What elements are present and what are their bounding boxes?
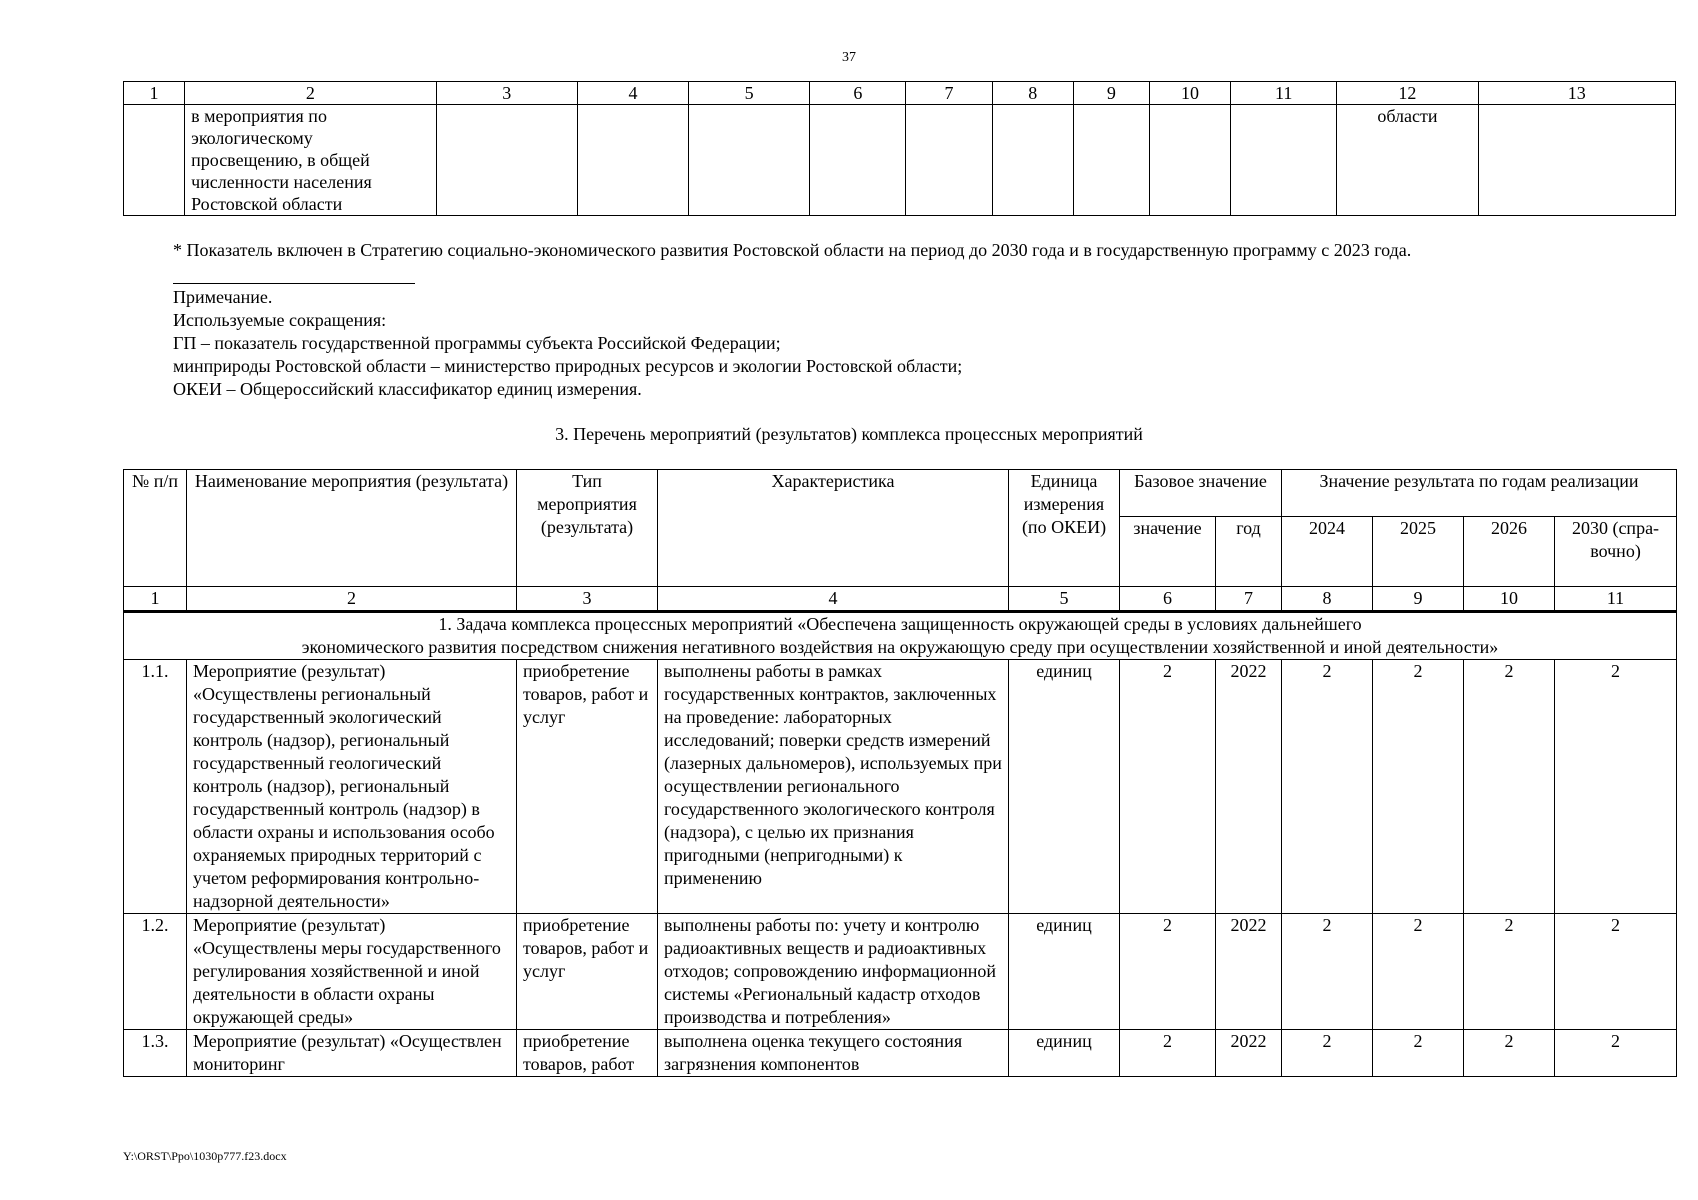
task-row xyxy=(124,612,1677,660)
page-number: 37 xyxy=(842,50,856,65)
row-type: приобретение товаров, работ xyxy=(517,1030,658,1077)
header-year: 2025 xyxy=(1373,517,1464,587)
row-characteristic: выполнены работы по: учету и контролю радиоактивных веществ и радиоактивных отходов; сопровождению информационной системы «Региональный кадастр отходов производства и потребления» xyxy=(658,914,1009,1030)
task-title-line: экономического развития посредством снижения негативного воздействия на окружающую среду при осуществлении хозяйственной и иной деятельности» xyxy=(301,637,1499,657)
row-characteristic: выполнена оценка текущего состояния загрязнения компонентов xyxy=(658,1030,1009,1077)
row-name: Мероприятие (результат) «Осуществлены региональный государственный экологический контроль (надзор), региональный государственный геологический контроль (надзор), региональный государственный контроль (надзор) в области охраны и использования особо охраняемых природных территорий с учетом реформирования контрольно-надзорной деятельности» xyxy=(187,660,517,914)
row-number-cell xyxy=(124,105,185,216)
col-number: 7 xyxy=(1216,587,1282,612)
col-number: 8 xyxy=(1282,587,1373,612)
col-number: 6 xyxy=(1120,587,1216,612)
indicator-name-line: численности населения xyxy=(191,172,372,192)
row-num: 1.3. xyxy=(124,1030,187,1077)
header-base-value: значение xyxy=(1120,517,1216,587)
table-column-numbers-row xyxy=(124,587,1677,612)
empty-cell xyxy=(810,105,906,216)
col-number: 11 xyxy=(1231,82,1337,105)
col-number: 3 xyxy=(517,587,658,612)
empty-cell xyxy=(1073,105,1149,216)
table-row xyxy=(124,1030,1677,1077)
row-base-year: 2022 xyxy=(1216,660,1282,914)
task-title-line: 1. Задача комплекса процессных мероприятий «Обеспечена защищенность окружающей среды в условиях дальнейшего xyxy=(438,614,1362,634)
col-number: 10 xyxy=(1464,587,1555,612)
col-number: 7 xyxy=(906,82,992,105)
row-value-2030: 2 xyxy=(1555,1030,1677,1077)
header-num: № п/п xyxy=(124,470,187,587)
row-base-year: 2022 xyxy=(1216,1030,1282,1077)
row-type: приобретение товаров, работ и услуг xyxy=(517,660,658,914)
row-value-2025: 2 xyxy=(1373,914,1464,1030)
row-value-2030: 2 xyxy=(1555,660,1677,914)
empty-cell xyxy=(906,105,992,216)
row-value-2026: 2 xyxy=(1464,660,1555,914)
empty-cell xyxy=(689,105,810,216)
footnote: * Показатель включен в Стратегию социально-экономического развития Ростовской области на период до 2030 года и в государственную программу с 2023 года. xyxy=(173,240,1412,260)
row-base-value: 2 xyxy=(1120,660,1216,914)
empty-cell xyxy=(1231,105,1337,216)
col-number: 4 xyxy=(577,82,688,105)
table-column-numbers-row xyxy=(124,82,1676,105)
col-number: 9 xyxy=(1373,587,1464,612)
row-name: Мероприятие (результат) «Осуществлен мониторинг xyxy=(187,1030,517,1077)
header-year: 2030 (спра-вочно) xyxy=(1555,517,1677,587)
row-base-value: 2 xyxy=(1120,914,1216,1030)
header-unit: Единица измерения (по ОКЕИ) xyxy=(1009,470,1120,587)
empty-cell xyxy=(1149,105,1230,216)
responsible-cell: области xyxy=(1337,105,1478,216)
notes-item: ОКЕИ – Общероссийский классификатор единиц измерения. xyxy=(173,379,642,399)
row-value-2024: 2 xyxy=(1282,1030,1373,1077)
indicator-name-line: в мероприятия по xyxy=(191,106,327,126)
row-num: 1.2. xyxy=(124,914,187,1030)
col-number: 13 xyxy=(1478,82,1675,105)
col-number: 2 xyxy=(187,587,517,612)
header-base-year: год xyxy=(1216,517,1282,587)
table-row xyxy=(124,914,1677,1030)
col-number: 10 xyxy=(1149,82,1230,105)
header-year: 2024 xyxy=(1282,517,1373,587)
col-number: 5 xyxy=(1009,587,1120,612)
header-characteristic: Характеристика xyxy=(658,470,1009,587)
col-number: 1 xyxy=(124,587,187,612)
row-base-value: 2 xyxy=(1120,1030,1216,1077)
header-type: Тип мероприятия (результата) xyxy=(517,470,658,587)
footer-file-path: Y:\ORST\Ppo\1030p777.f23.docx xyxy=(123,1149,287,1163)
row-value-2025: 2 xyxy=(1373,1030,1464,1077)
header-base: Базовое значение xyxy=(1120,470,1282,517)
table-row xyxy=(124,105,1676,216)
col-number: 3 xyxy=(436,82,577,105)
notes-item: минприроды Ростовской области – министерство природных ресурсов и экологии Ростовской области; xyxy=(173,356,963,376)
continued-indicators-table xyxy=(123,81,1676,216)
row-num: 1.1. xyxy=(124,660,187,914)
indicator-name-line: просвещению, в общей xyxy=(191,150,370,170)
row-value-2024: 2 xyxy=(1282,914,1373,1030)
header-name: Наименование мероприятия (результата) xyxy=(187,470,517,587)
row-characteristic: выполнены работы в рамках государственных контрактов, заключенных на проведение: лабораторных исследований; поверки средств измерений (лазерных дальномеров), используемых при осуществлении регионального государственного экологического контроля (надзора), с целью их признания пригодными (непригодными) к применению xyxy=(658,660,1009,914)
col-number: 9 xyxy=(1073,82,1149,105)
row-name: Мероприятие (результат) «Осуществлены меры государственного регулирования хозяйственной и иной деятельности в области охраны окружающей среды» xyxy=(187,914,517,1030)
empty-cell xyxy=(992,105,1073,216)
activities-table xyxy=(123,469,1677,1077)
col-number: 5 xyxy=(689,82,810,105)
row-base-year: 2022 xyxy=(1216,914,1282,1030)
empty-cell xyxy=(1478,105,1675,216)
col-number: 1 xyxy=(124,82,185,105)
col-number: 2 xyxy=(185,82,436,105)
notes-block xyxy=(173,286,962,401)
row-value-2024: 2 xyxy=(1282,660,1373,914)
header-year: 2026 xyxy=(1464,517,1555,587)
notes-title: Примечание. xyxy=(173,287,273,307)
header-result-by-years: Значение результата по годам реализации xyxy=(1282,470,1677,517)
col-number: 4 xyxy=(658,587,1009,612)
row-value-2030: 2 xyxy=(1555,914,1677,1030)
row-value-2025: 2 xyxy=(1373,660,1464,914)
indicator-name-line: экологическому xyxy=(191,128,313,148)
row-value-2026: 2 xyxy=(1464,914,1555,1030)
indicator-name-line: Ростовской области xyxy=(191,194,343,214)
row-unit: единиц xyxy=(1009,660,1120,914)
table-row xyxy=(124,660,1677,914)
row-unit: единиц xyxy=(1009,1030,1120,1077)
row-value-2026: 2 xyxy=(1464,1030,1555,1077)
col-number: 11 xyxy=(1555,587,1677,612)
section-title: 3. Перечень мероприятий (результатов) комплекса процессных мероприятий xyxy=(555,424,1143,444)
col-number: 8 xyxy=(992,82,1073,105)
col-number: 12 xyxy=(1337,82,1478,105)
empty-cell xyxy=(577,105,688,216)
task-cell xyxy=(124,612,1677,660)
footnote-separator xyxy=(173,283,415,284)
col-number: 6 xyxy=(810,82,906,105)
notes-subtitle: Используемые сокращения: xyxy=(173,310,387,330)
row-type: приобретение товаров, работ и услуг xyxy=(517,914,658,1030)
row-unit: единиц xyxy=(1009,914,1120,1030)
header-row xyxy=(124,470,1677,517)
empty-cell xyxy=(436,105,577,216)
notes-item: ГП – показатель государственной программы субъекта Российской Федерации; xyxy=(173,333,781,353)
indicator-name-cell xyxy=(185,105,436,216)
